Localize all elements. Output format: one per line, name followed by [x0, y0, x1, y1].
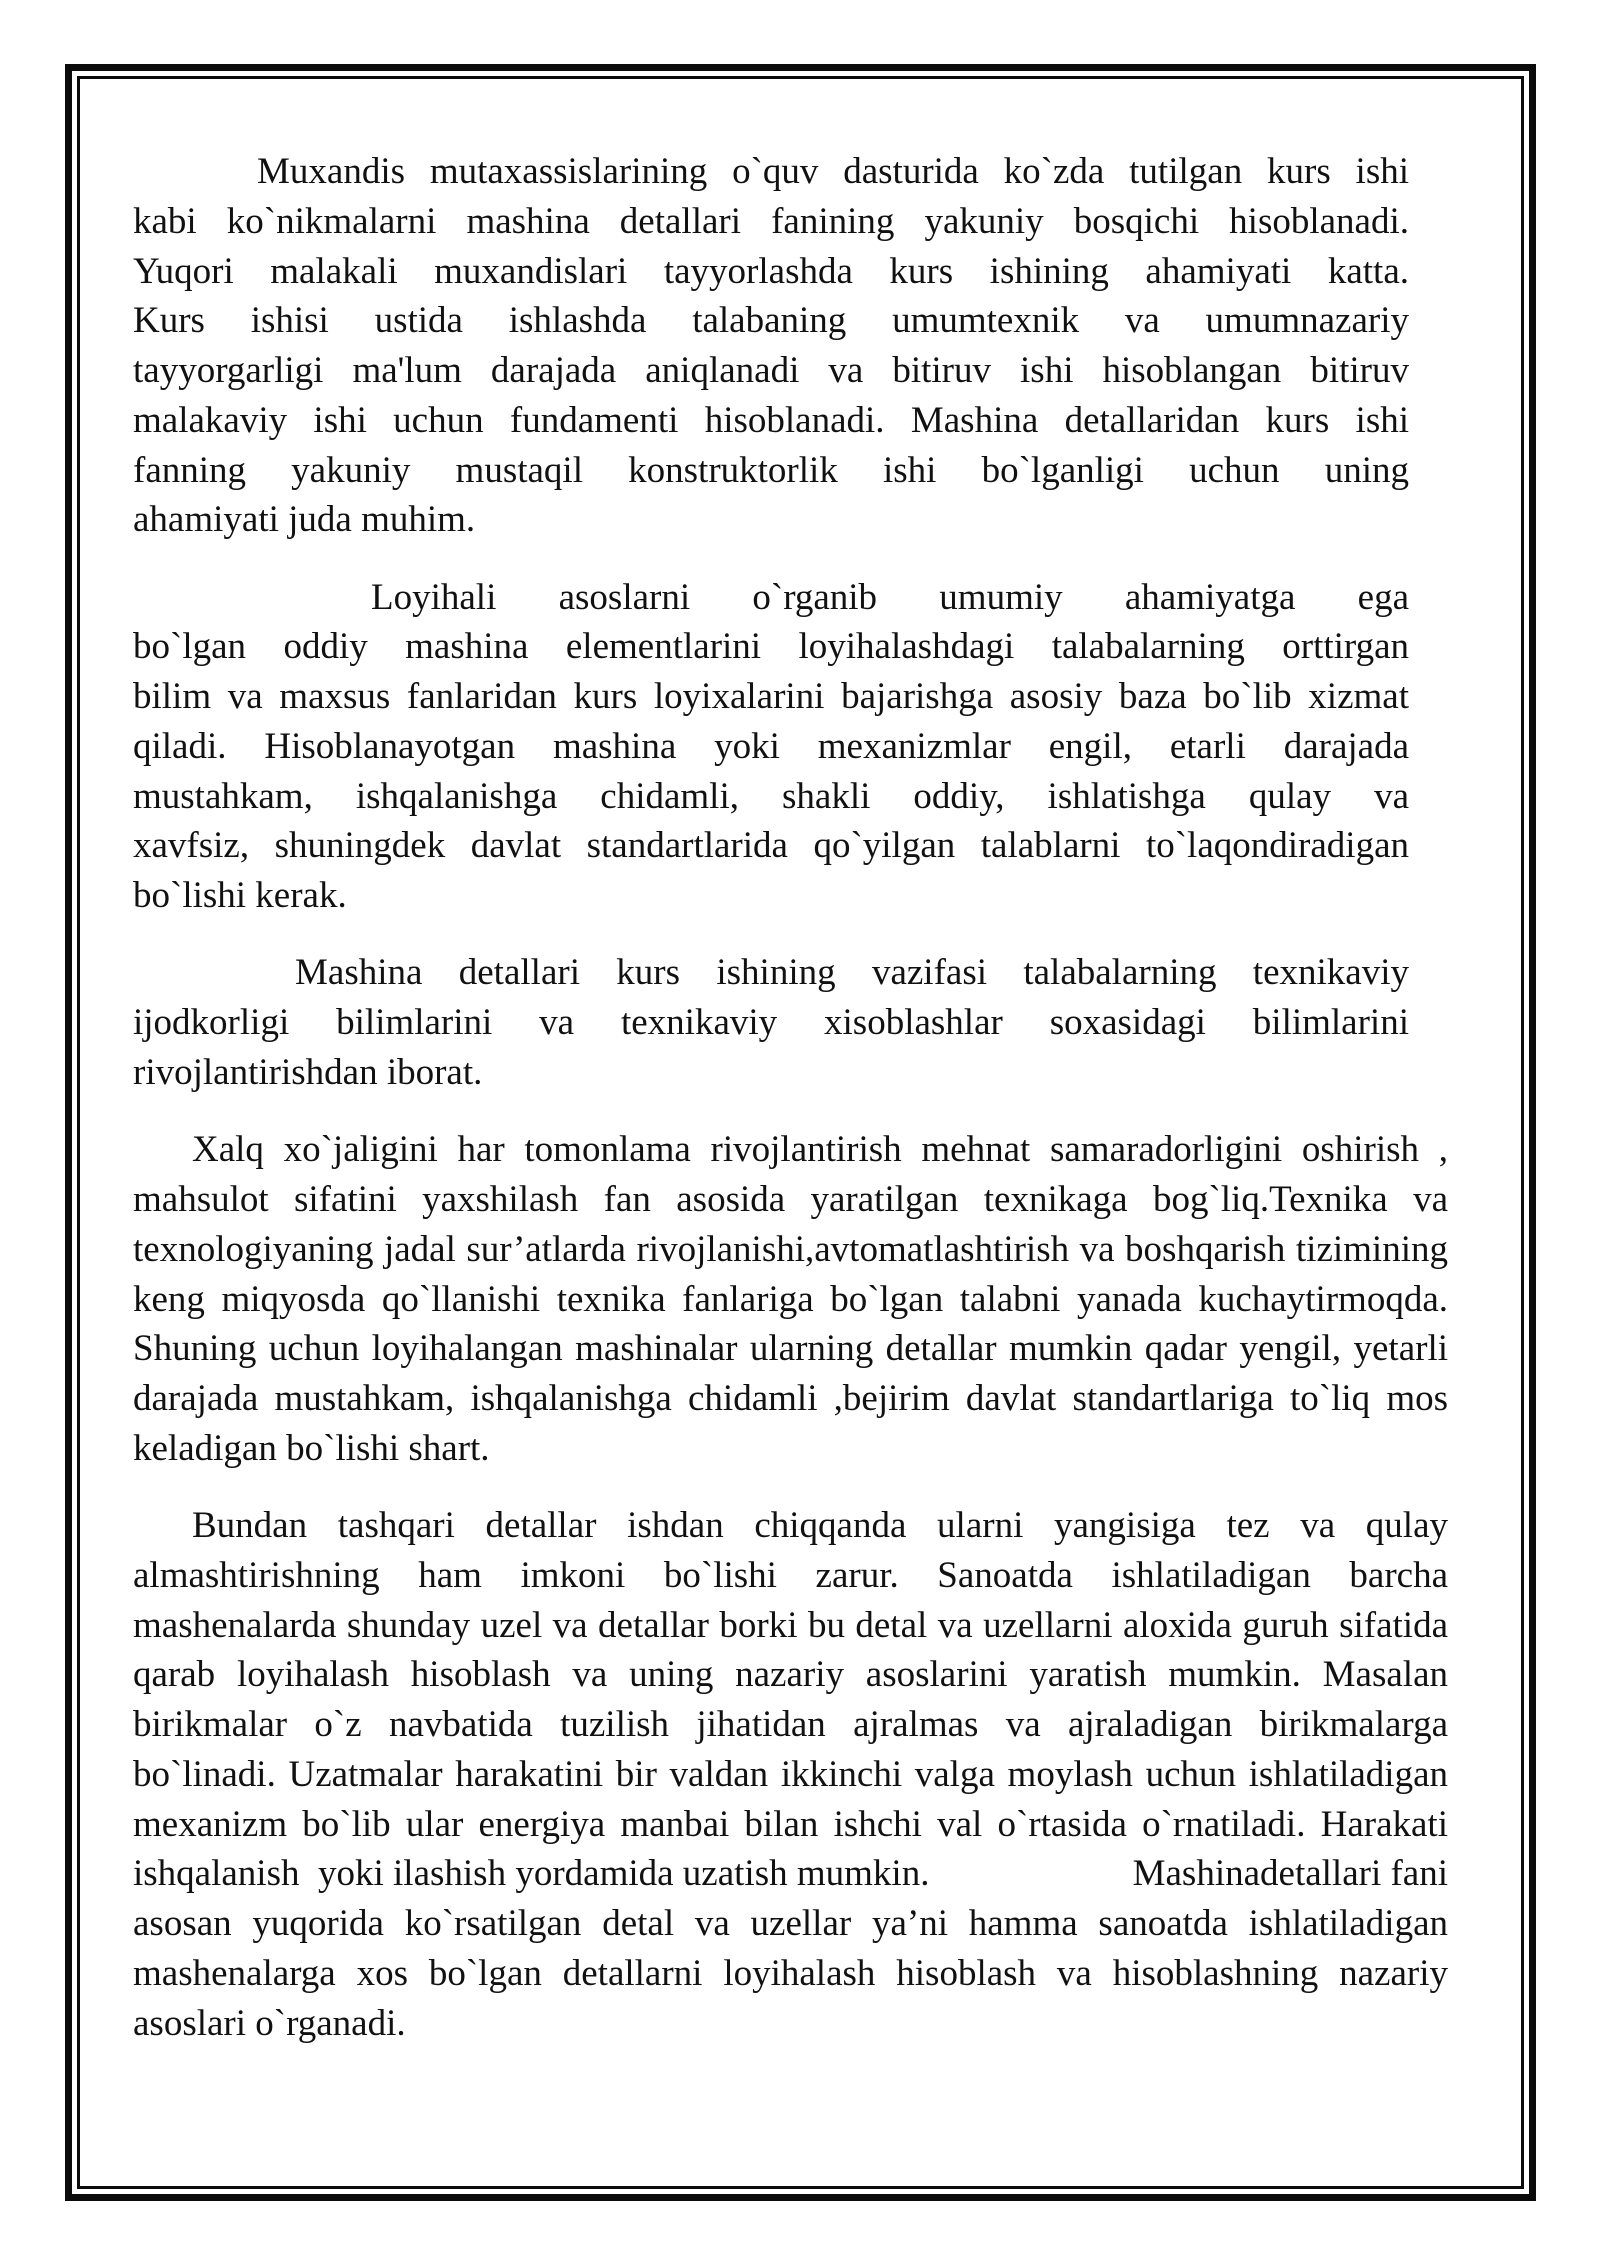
text-line: tayyorgarligi ma'lum darajada aniqlanadi va bitiruv ishi hisoblangan bitiruv: [133, 350, 1409, 391]
text-line: Mashina detallari kurs ishining vazifasi talabalarning texnikaviy: [295, 952, 1409, 994]
paragraph: [133, 147, 1448, 545]
paragraph: [133, 948, 1448, 1097]
text-line: bo`linadi. Uzatmalar harakatini bir valdan ikkinchi valga moylash uchun ishlatiladigan: [133, 1753, 1448, 1795]
text-line: mahsulot sifatini yaxshilash fan asosida yaratilgan texnikaga bog`liq.Texnika va: [133, 1179, 1448, 1221]
text-line: malakaviy ishi uchun fundamenti hisoblanadi. Mashina detallaridan kurs ishi: [133, 399, 1409, 441]
text-line-segment: ishqalanish yoki ilashish yordamida uzatish mumkin.: [133, 1853, 930, 1895]
text-line: almashtirishning ham imkoni bo`lishi zarur. Sanoatda ishlatiladigan barcha: [133, 1554, 1448, 1596]
text-line: Muxandis mutaxassislarining o`quv dasturida ko`zda tutilgan kurs ishi: [257, 151, 1409, 192]
text-line: kabi ko`nikmalarni mashina detallari fanining yakuniy bosqichi hisoblanadi.: [133, 200, 1409, 242]
text-line: fanning yakuniy mustaqil konstruktorlik ishi bo`lganligi uchun uning: [133, 449, 1409, 491]
text-line: rivojlantirishdan iborat.: [133, 1051, 483, 1093]
text-line: asoslari o`rganadi.: [133, 2002, 406, 2044]
text-line: mustahkam, ishqalanishga chidamli, shakli oddiy, ishlatishga qulay va: [133, 775, 1409, 817]
paragraph: [133, 1501, 1448, 2048]
text-line: Xalq xo`jaligini har tomonlama rivojlantirish mehnat samaradorligini oshirish ,: [192, 1129, 1448, 1171]
text-line: keng miqyosda qo`llanishi texnika fanlariga bo`lgan talabni yanada kuchaytirmoqda.: [133, 1278, 1448, 1320]
text-line: birikmalar o`z navbatida tuzilish jihatidan ajralmas va ajraladigan birikmalarga: [133, 1704, 1448, 1746]
text-line: qiladi. Hisoblanayotgan mashina yoki mexanizmlar engil, etarli darajada: [133, 725, 1409, 767]
text-line: ahamiyati juda muhim.: [133, 499, 476, 541]
text-line: mexanizm bo`lib ular energiya manbai bilan ishchi val o`rtasida o`rnatiladi. Harakati: [133, 1803, 1448, 1845]
text-line: mashenalarga xos bo`lgan detallarni loyihalash hisoblash va hisoblashning nazariy: [133, 1952, 1448, 1994]
paragraph: [133, 573, 1448, 921]
text-line: Shuning uchun loyihalangan mashinalar ularning detallar mumkin qadar yengil, yetarli: [133, 1328, 1448, 1370]
text-line: Kurs ishisi ustida ishlashda talabaning umumtexnik va umumnazariy: [133, 300, 1409, 342]
text-line: xavfsiz, shuningdek davlat standartlarida qo`yilgan talablarni to`laqondiradigan: [133, 825, 1409, 867]
text-line: [133, 1849, 1448, 1899]
text-line: Bundan tashqari detallar ishdan chiqqanda ularni yangisiga tez va qulay: [192, 1505, 1448, 1547]
text-line: Yuqori malakali muxandislari tayyorlashda kurs ishining ahamiyati katta.: [133, 250, 1409, 292]
text-line: bilim va maxsus fanlaridan kurs loyixalarini bajarishga asosiy baza bo`lib xizmat: [133, 676, 1409, 718]
text-line: darajada mustahkam, ishqalanishga chidamli ,bejirim davlat standartlariga to`liq mos: [133, 1378, 1448, 1420]
text-line: bo`lishi kerak.: [133, 875, 347, 917]
paragraph: [133, 1125, 1448, 1473]
text-line: Loyihali asoslarni o`rganib umumiy ahamiyatga ega: [371, 576, 1409, 618]
text-line-segment: Mashinadetallari fani: [1132, 1853, 1448, 1895]
document-body: [133, 147, 1448, 2076]
text-line: qarab loyihalash hisoblash va uning nazariy asoslarini yaratish mumkin. Masalan: [133, 1654, 1448, 1696]
text-line: keladigan bo`lishi shart.: [133, 1427, 490, 1469]
text-line: ijodkorligi bilimlarini va texnikaviy xisoblashlar soxasidagi bilimlarini: [133, 1002, 1409, 1044]
text-line: bo`lgan oddiy mashina elementlarini loyihalashdagi talabalarning orttirgan: [133, 626, 1409, 668]
text-line: asosan yuqorida ko`rsatilgan detal va uzellar ya’ni hamma sanoatda ishlatiladigan: [133, 1903, 1448, 1945]
text-line: texnologiyaning jadal sur’atlarda rivojlanishi,avtomatlashtirish va boshqarish tizimining: [133, 1228, 1448, 1270]
text-line: mashenalarda shunday uzel va detallar borki bu detal va uzellarni aloxida guruh sifatida: [133, 1604, 1448, 1646]
